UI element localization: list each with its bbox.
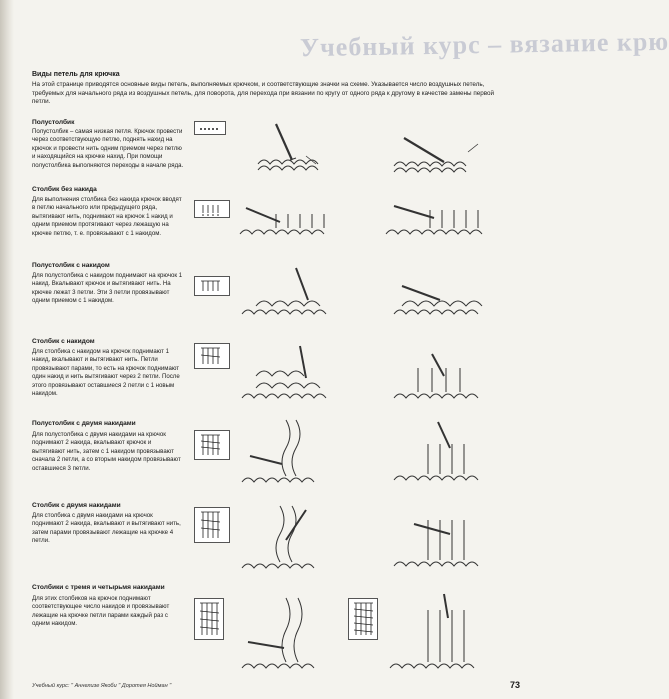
chart-symbol-box-3 (194, 276, 230, 296)
chart-symbol-box-4 (194, 343, 230, 369)
slip-stitch-symbol-icon (195, 123, 225, 135)
footer-credit: Учебный курс: " Аннелизе Якоби " Доротея Нойман " (32, 683, 172, 689)
illustration-4b (388, 340, 498, 410)
page-number: 73 (510, 680, 521, 690)
chart-symbol-box-7b (348, 598, 378, 640)
section-title-7: Столбики с тремя и четырьмя накидами (32, 584, 165, 591)
chart-symbol-box-2 (194, 200, 230, 218)
illustration-6b (388, 498, 498, 578)
section-text-7: Для этих столбиков на крючок поднимают соответствующее число накидов и провязывают лежащие на крючке петли парами каждый раз с одним накидом. (32, 595, 170, 628)
section-text-3: Для полустолбика с накидом поднимают на крючок 1 накид. Вкалывают крючок и вытягивают нить. На крючке лежат 3 петли. Эти 3 петли провязывают одним приемом с 1 накидом. (32, 272, 183, 305)
chart-symbol-box-1 (194, 121, 226, 135)
half-treble-symbol-icon (195, 431, 229, 459)
illustration-6a (236, 500, 346, 580)
quadruple-treble-symbol-icon (349, 599, 377, 639)
section-title-6: Столбик с двумя накидами (32, 502, 121, 509)
illustration-2b (380, 188, 500, 248)
illustration-3b (388, 260, 498, 330)
illustration-1a (236, 120, 326, 180)
treble-crochet-symbol-icon (195, 508, 229, 542)
section-title-4: Столбик с накидом (32, 338, 95, 345)
section-text-1: Полустолбик – самая низкая петля. Крючок провести через соответствующую петлю, поднять нахид на крючок и провести нить одним приемом через петлю и находящийся на крючке нахид. При помощи полустолбика выполняются переходы в начале ряда. (32, 128, 184, 169)
section-text-2: Для выполнения столбика без накида крючок вводят в петлю начального или предыдущего ряда, вытягивают нить, поднимают на крючок 1 накид и одним приемом протягивают через лежащую на крючке петлю, т. е. провязывают с 1 накидом. (32, 196, 182, 237)
illustration-2a (236, 188, 346, 248)
section-text-6: Для столбика с двумя накидами на крючок поднимают 2 накида, вкалывают и вытягивают нить, затем парами провязывают лежащие на крючке 4 петли. (32, 512, 181, 545)
intro-block (32, 70, 502, 107)
illustration-5a (236, 420, 346, 495)
chart-symbol-box-5 (194, 430, 230, 460)
illustration-1b (384, 126, 494, 181)
illustration-4a (236, 342, 346, 412)
section-title-3: Полустолбик с накидом (32, 262, 110, 269)
section-text-4: Для столбика с накидом на крючок поднимают 1 накид, вкалывают и вытягивают нить. Петли провязывают парами, то есть на крючок поднимают один накид и нить вытягивают через 2 петли. После этого провязывают оставшиеся 2 петли с 1 новым накидом. (32, 348, 180, 398)
section-title-5: Полустолбик с двумя накидами (32, 420, 136, 427)
section-title-1: Полустолбик (32, 119, 75, 126)
chart-symbol-box-6 (194, 507, 230, 543)
intro-text: На этой странице приводятся основные виды петель, выполняемых крючком, и соответствующие значки на схеме. Указывается число воздушных петель, требуемых для начального ряда из воздушных петель, для поворота, для перехода при вязании по кругу от одного ряда к другому в качестве замены первой петли. (32, 81, 495, 106)
half-double-symbol-icon (195, 277, 229, 295)
single-crochet-symbol-icon (195, 201, 229, 217)
illustration-3a (236, 262, 346, 332)
section-title-2: Столбик без накида (32, 186, 97, 193)
illustration-7a (236, 590, 336, 680)
chart-symbol-box-7a (194, 598, 224, 640)
header-bleed-through: Учебный курс – вязание крю (299, 26, 669, 63)
triple-treble-symbol-icon (195, 599, 223, 639)
section-text-5: Для полустолбика с двумя накидами на крючок поднимают 2 накида, вкалывают крючок и вытягивают нить, затем с 1 накидом провязывают сначала 2 петли, а со вторым накидом провязывают оставшиеся 3 петли. (32, 431, 181, 472)
page-binding-shadow (0, 0, 14, 699)
double-crochet-symbol-icon (195, 344, 229, 368)
illustration-7b (384, 588, 494, 678)
intro-title: Виды петель для крючка (32, 71, 120, 78)
illustration-5b (388, 418, 498, 493)
